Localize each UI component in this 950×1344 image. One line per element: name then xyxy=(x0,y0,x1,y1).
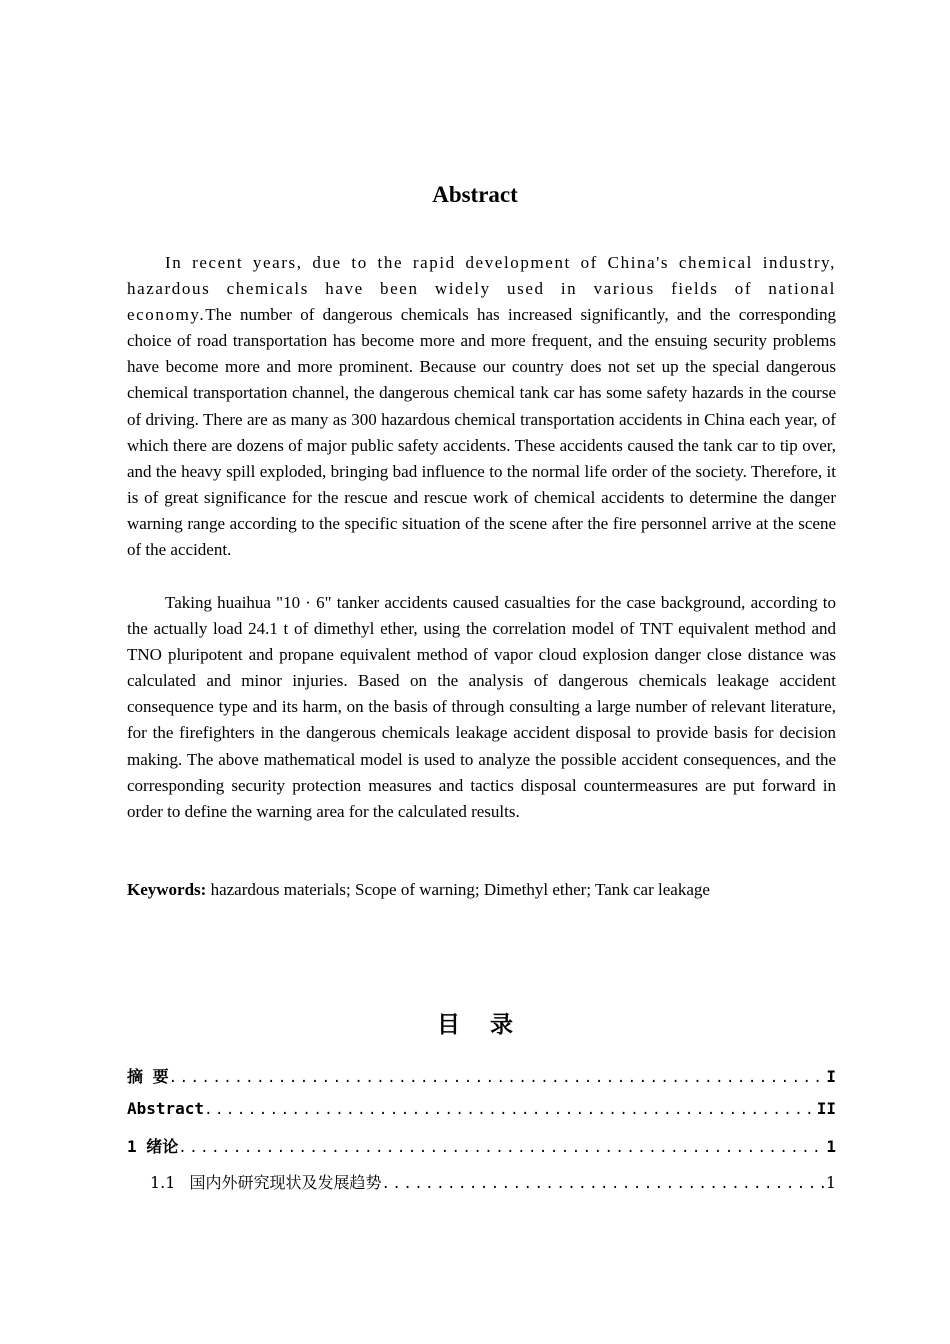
toc-entry-label: Abstract xyxy=(127,1099,205,1118)
toc-entry-chapter-1[interactable] xyxy=(127,1134,836,1157)
toc-entry-page: 1 xyxy=(826,1137,836,1156)
abstract-paragraph-1-body: The number of dangerous chemicals has increased significantly, and the corresponding choice of road transportation has become more and more frequent, and the ensuing security problems have become more and more prominent. Because our country does not set up the special dangerous chemical transportation channel, the dangerous chemical tank car has some safety hazards in the course of driving. There are as many as 300 hazardous chemical transportation accidents in China each year, of which there are dozens of major public safety accidents. These accidents caused the tank car to tip over, and the heavy spill exploded, bringing bad influence to the normal life order of the society. Therefore, it is of great significance for the rescue and rescue work of chemical accidents to determine the danger warning range according to the specific situation of the scene after the fire personnel arrive at the scene of the accident. xyxy=(127,305,836,560)
toc-entry-label: 1 绪论 xyxy=(127,1137,179,1156)
abstract-paragraph-1-lead: In recent years, due to the rapid development of China's chemical industry, hazardous chemicals have been widely used in various fields of national economy. xyxy=(127,253,836,325)
toc-entry-page: 1 xyxy=(825,1173,836,1192)
abstract-paragraph-2: Taking huaihua "10 · 6" tanker accidents caused casualties for the case background, according to the actually load 24.1 t of dimethyl ether, using the correlation model of TNT equivalent method and TNO pluripotent and propane equivalent method of vapor cloud explosion danger close distance was calculated and minor injuries. Based on the analysis of dangerous chemicals leakage accident consequence type and its harm, on the basis of through consulting a large number of relevant literature, for the firefighters in the dangerous chemicals leakage accident disposal to provide basis for decision making. The above mathematical model is used to analyze the possible accident consequences, and the corresponding security protection measures and tactics disposal countermeasures are put forward in order to define the warning area for the calculated results. xyxy=(127,593,836,821)
toc-entry-page: II xyxy=(816,1099,836,1118)
toc-entry-section-1-1[interactable] xyxy=(150,1170,836,1193)
toc-title: 目录 xyxy=(437,1012,543,1038)
keywords-line xyxy=(127,877,836,903)
keywords-label: Keywords: xyxy=(127,880,207,899)
toc-entry-number: 1.1 xyxy=(150,1173,176,1192)
abstract-paragraph-1 xyxy=(127,250,836,563)
keywords-text: hazardous materials; Scope of warning; Dimethyl ether; Tank car leakage xyxy=(206,880,710,899)
toc-entry-page: I xyxy=(826,1067,836,1086)
toc-leader-dots xyxy=(204,1102,815,1118)
toc-entry-abstract-cn[interactable] xyxy=(127,1064,836,1087)
toc-entry-label: 国内外研究现状及发展趋势 xyxy=(189,1173,382,1192)
toc-leader-dots xyxy=(169,1070,825,1086)
toc-entry-label: 摘 要 xyxy=(127,1067,169,1086)
toc-entry-abstract-en[interactable] xyxy=(127,1099,836,1118)
abstract-title: Abstract xyxy=(432,182,518,207)
toc-leader-dots xyxy=(178,1140,824,1156)
toc-leader-dots xyxy=(381,1176,823,1192)
